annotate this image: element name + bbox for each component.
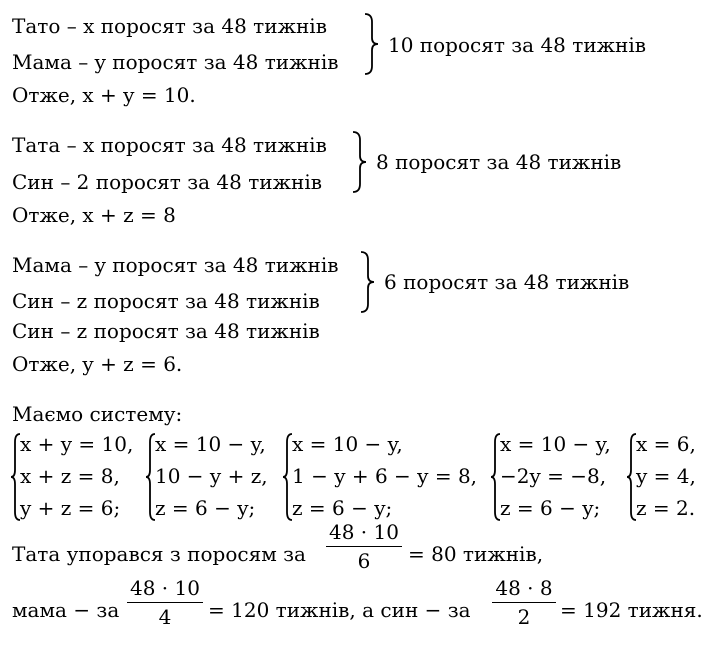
block1-line2: Мама – y поросят за 48 тижнів	[12, 50, 339, 74]
block1-brace-text: 10 поросят за 48 тижнів	[388, 33, 647, 57]
system-5-equation-1: x = 6,	[636, 432, 696, 456]
system-3-equation-2: 1 − y + 6 − y = 8,	[292, 464, 478, 488]
system-3-equation-3: z = 6 − y;	[292, 496, 393, 520]
block1-line1: Тато – x поросят за 48 тижнів	[12, 14, 327, 38]
final-line1-prefix: Тата упорався з поросям за	[12, 542, 306, 566]
final-line2-suffix: = 192 тижня.	[560, 598, 703, 622]
fraction-2-numerator: 48 · 10	[130, 576, 200, 600]
block3-brace-text: 6 поросят за 48 тижнів	[384, 270, 630, 294]
fraction-3-numerator: 48 · 8	[495, 576, 553, 600]
block2-conclusion: Отже, x + z = 8	[12, 203, 176, 227]
final-line2-prefix: мама − за	[12, 598, 120, 622]
system-2-equation-1: x = 10 − y,	[155, 432, 266, 456]
fraction-2	[127, 576, 203, 629]
fraction-3	[492, 576, 556, 629]
fraction-2-denominator: 4	[158, 605, 172, 629]
fraction-3-denominator: 2	[517, 605, 531, 629]
system-3-equation-1: x = 10 − y,	[292, 432, 403, 456]
system-2-equation-3: z = 6 − y;	[155, 496, 256, 520]
block2-brace-text: 8 поросят за 48 тижнів	[376, 150, 622, 174]
block1-conclusion: Отже, x + y = 10.	[12, 83, 196, 107]
final-line1-suffix: = 80 тижнів,	[408, 542, 544, 566]
block3-conclusion: Отже, y + z = 6.	[12, 352, 183, 376]
block3-line1: Мама – y поросят за 48 тижнів	[12, 253, 339, 277]
block2-brace	[350, 130, 368, 194]
fraction-1	[326, 520, 402, 573]
block3-brace	[358, 250, 376, 314]
block2-line1: Тата – x поросят за 48 тижнів	[12, 133, 327, 157]
system-4-equation-2: −2y = −8,	[500, 464, 607, 488]
system-4-equation-1: x = 10 − y,	[500, 432, 611, 456]
fraction-1-denominator: 6	[357, 549, 371, 573]
system-2-equation-2: 10 − y + z,	[155, 464, 268, 488]
system-4-equation-3: z = 6 − y;	[500, 496, 601, 520]
system-1-equation-1: x + y = 10,	[20, 432, 134, 456]
system-1-equation-3: y + z = 6;	[20, 496, 121, 520]
block1-brace	[362, 12, 380, 76]
final-line2-middle: = 120 тижнів, а син − за	[208, 598, 471, 622]
fraction-1-numerator: 48 · 10	[329, 520, 399, 544]
system-5-equation-3: z = 2.	[636, 496, 696, 520]
system-1-equation-2: x + z = 8,	[20, 464, 120, 488]
block3-line2: Син – z поросят за 48 тижнів	[12, 289, 320, 313]
system-5-equation-2: y = 4,	[636, 464, 696, 488]
system-intro: Маємо систему:	[12, 402, 183, 426]
block2-line2: Син – 2 поросят за 48 тижнів	[12, 170, 322, 194]
block3-line3: Син – z поросят за 48 тижнів	[12, 319, 320, 343]
